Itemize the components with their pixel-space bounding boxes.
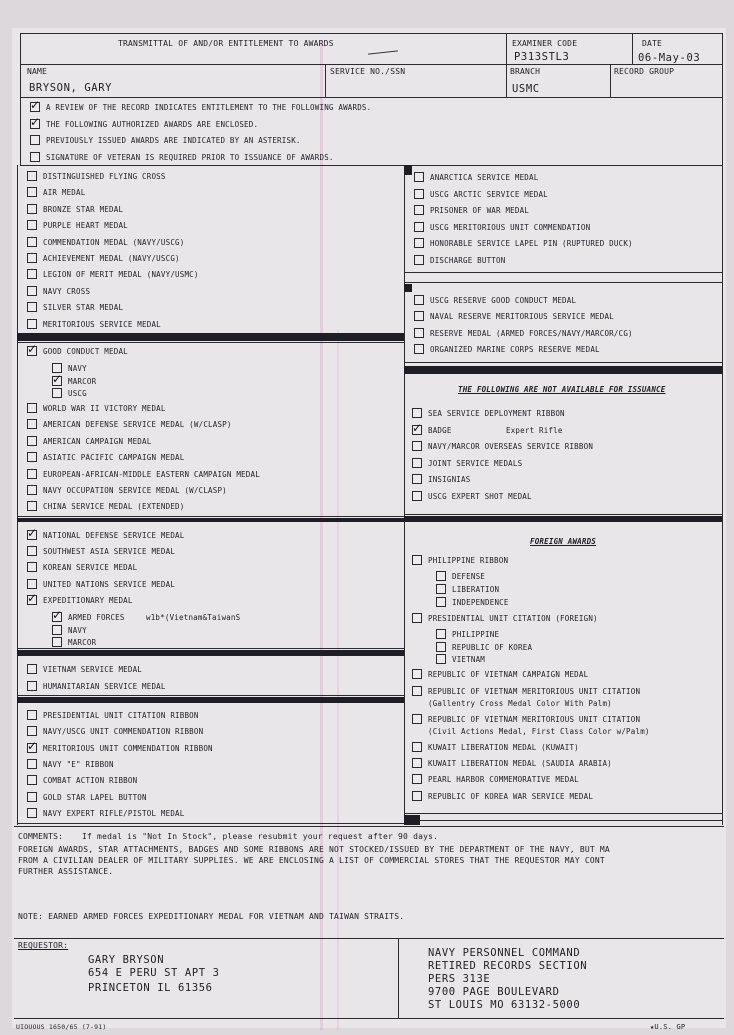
award-left-e-5-checkbox[interactable] <box>27 792 37 802</box>
comments-label: COMMENTS: <box>18 832 64 841</box>
award-right-c-4-checkbox[interactable] <box>412 474 422 484</box>
check-mark-icon: ✓ <box>30 114 41 129</box>
good-conduct-sub-1-checkbox[interactable] <box>52 371 63 386</box>
philippine-sub-1-checkbox[interactable] <box>436 584 446 594</box>
award-left-a-9-checkbox[interactable] <box>27 319 37 329</box>
award-right-d-6-label: REPUBLIC OF KOREA WAR SERVICE MEDAL <box>428 792 594 801</box>
award-left-e-3-label: NAVY "E" RIBBON <box>43 759 114 769</box>
award-left-c-3-label: UNITED NATIONS SERVICE MEDAL <box>43 579 176 589</box>
award-right-c-0-label: SEA SERVICE DEPLOYMENT RIBBON <box>428 409 565 418</box>
award-left-c-3-checkbox[interactable] <box>27 579 37 589</box>
check-mark-icon: ✓ <box>412 420 423 435</box>
good-conduct-sub-0-label: NAVY <box>68 364 87 373</box>
award-left-a-7-checkbox[interactable] <box>27 286 37 296</box>
expeditionary-sub-2-label: MARCOR <box>68 638 97 647</box>
award-left-b-3-label: ASIATIC PACIFIC CAMPAIGN MEDAL <box>43 453 185 463</box>
award-left-c-4-label: EXPEDITIONARY MEDAL <box>43 595 133 605</box>
philippine-sub-2-label: INDEPENDENCE <box>452 597 509 607</box>
record-group-label: RECORD GROUP <box>614 67 675 76</box>
award-left-a-3-label: PURPLE HEART MEDAL <box>43 221 128 231</box>
requestor-line-2: 654 E PERU ST APT 3 <box>88 967 220 979</box>
good-conduct-checkbox[interactable] <box>27 342 38 356</box>
check-mark-icon: ✓ <box>27 590 38 605</box>
comments-note: NOTE: EARNED ARMED FORCES EXPEDITIONARY MEDAL FOR VIETNAM AND TAIWAN STRAITS. <box>18 912 405 921</box>
examiner-code-value: P313STL3 <box>514 51 570 63</box>
award-right-a-5-checkbox[interactable] <box>414 255 424 265</box>
check-mark-icon: ✓ <box>30 98 41 112</box>
foreign-awards-heading: FOREIGN AWARDS <box>530 537 597 546</box>
award-left-e-6-label: NAVY EXPERT RIFLE/PISTOL MEDAL <box>43 808 185 818</box>
award-left-a-2-label: BRONZE STAR MEDAL <box>43 204 124 214</box>
expeditionary-sub-0-label: ARMED FORCES <box>68 613 125 622</box>
expeditionary-sub-0-checkbox[interactable] <box>52 608 63 622</box>
pink-fold-mark-2 <box>337 330 339 1030</box>
check-mark-icon: ✓ <box>27 738 38 753</box>
award-left-c-1-checkbox[interactable] <box>27 546 37 556</box>
award-right-d-2-checkbox[interactable] <box>412 714 422 724</box>
award-right-b-1-label: NAVAL RESERVE MERITORIOUS SERVICE MEDAL <box>430 312 614 322</box>
not-available-heading: THE FOLLOWING ARE NOT AVAILABLE FOR ISSUANCE <box>458 385 666 394</box>
comments-line-1: If medal is "Not In Stock", please resubmit your request after 90 days. <box>82 832 439 841</box>
puc-foreign-sub-0-label: PHILIPPINE <box>452 630 500 639</box>
award-left-a-7-label: NAVY CROSS <box>43 286 91 296</box>
award-left-a-4-label: COMMENDATION MEDAL (NAVY/USCG) <box>43 237 185 247</box>
award-left-d-0-label: VIETNAM SERVICE MEDAL <box>43 665 143 674</box>
comments-line-3: FROM A CIVILIAN DEALER OF MILITARY SUPPLIES. WE ARE ENCLOSING A LIST OF COMMERCIAL STORES THAT THE REQUESTOR MAY CONT <box>18 856 605 865</box>
statement-3-label: SIGNATURE OF VETERAN IS REQUIRED PRIOR TO ISSUANCE OF AWARDS. <box>46 152 334 162</box>
award-left-b-5-checkbox[interactable] <box>27 485 37 495</box>
requestor-label: REQUESTOR: <box>18 941 69 950</box>
award-right-c-3-checkbox[interactable] <box>412 458 422 468</box>
award-right-d-1-label: REPUBLIC OF VIETNAM MERITORIOUS UNIT CITATION <box>428 687 641 696</box>
statement-0-checkbox[interactable] <box>30 98 41 112</box>
office-line-5: ST LOUIS MO 63132-5000 <box>428 999 581 1011</box>
award-left-e-5-label: GOLD STAR LAPEL BUTTON <box>43 792 147 802</box>
comments-line-2: FOREIGN AWARDS, STAR ATTACHMENTS, BADGES AND SOME RIBBONS ARE NOT STOCKED/ISSUED BY THE DEPARTMENT OF THE NAVY, BUT MA <box>18 845 610 854</box>
puc-foreign-sub-1-checkbox[interactable] <box>436 642 446 652</box>
award-left-a-8-checkbox[interactable] <box>27 302 37 312</box>
office-line-2: RETIRED RECORDS SECTION <box>428 960 588 972</box>
expeditionary-sub-1-checkbox[interactable] <box>52 625 62 635</box>
award-left-a-5-checkbox[interactable] <box>27 253 37 263</box>
award-left-e-4-label: COMBAT ACTION RIBBON <box>43 776 138 786</box>
award-right-d-3-checkbox[interactable] <box>412 742 422 752</box>
award-left-e-2-label: MERITORIOUS UNIT COMMENDATION RIBBON <box>43 743 213 753</box>
good-conduct-label: GOOD CONDUCT MEDAL <box>43 347 128 356</box>
puc-foreign-sub-2-label: VIETNAM <box>452 655 486 664</box>
award-right-b-0-checkbox[interactable] <box>414 295 424 305</box>
philippine-sub-0-label: DEFENSE <box>452 572 486 581</box>
award-left-b-2-checkbox[interactable] <box>27 436 37 446</box>
award-left-a-3-checkbox[interactable] <box>27 220 37 230</box>
expeditionary-sub-0-note: w1b*(Vietnam&TaiwanS <box>146 613 241 622</box>
puc-foreign-sub-1-label: REPUBLIC OF KOREA <box>452 642 533 652</box>
service-no-label: SERVICE NO./SSN <box>330 67 406 76</box>
award-right-a-0-label: ANARCTICA SERVICE MEDAL <box>430 173 539 182</box>
statement-1-label: THE FOLLOWING AUTHORIZED AWARDS ARE ENCLOSED. <box>46 119 259 129</box>
award-left-a-6-label: LEGION OF MERIT MEDAL (NAVY/USMC) <box>43 270 199 280</box>
award-right-d-3-label: KUWAIT LIBERATION MEDAL (KUWAIT) <box>428 743 579 752</box>
philippine-sub-1-label: LIBERATION <box>452 584 500 594</box>
award-left-b-4-checkbox[interactable] <box>27 469 37 479</box>
award-right-c-2-label: NAVY/MARCOR OVERSEAS SERVICE RIBBON <box>428 442 594 451</box>
office-line-1: NAVY PERSONNEL COMMAND <box>428 947 581 959</box>
award-left-e-4-checkbox[interactable] <box>27 775 37 785</box>
award-left-e-2-checkbox[interactable] <box>27 738 38 753</box>
philippine-sub-0-checkbox[interactable] <box>436 571 446 581</box>
puc-foreign-label: PRESIDENTIAL UNIT CITATION (FOREIGN) <box>428 614 598 623</box>
award-right-a-1-checkbox[interactable] <box>414 189 424 199</box>
puc-foreign-sub-0-checkbox[interactable] <box>436 629 446 639</box>
award-left-b-5-label: NAVY OCCUPATION SERVICE MEDAL (W/CLASP) <box>43 486 227 495</box>
award-right-c-4-label: INSIGNIAS <box>428 475 471 484</box>
award-right-c-1-note: Expert Rifle <box>506 425 563 435</box>
award-left-a-1-checkbox[interactable] <box>27 187 37 197</box>
award-right-b-3-label: ORGANIZED MARINE CORPS RESERVE MEDAL <box>430 344 600 354</box>
award-right-d-5-label: PEARL HARBOR COMMEMORATIVE MEDAL <box>428 775 579 784</box>
award-left-b-2-label: AMERICAN CAMPAIGN MEDAL <box>43 436 152 446</box>
check-mark-icon: ✓ <box>52 371 63 386</box>
award-left-b-4-label: EUROPEAN-AFRICAN-MIDDLE EASTERN CAMPAIGN MEDAL <box>43 469 260 479</box>
gpo-mark: ★U.S. GP <box>650 1023 686 1031</box>
award-left-c-0-label: NATIONAL DEFENSE SERVICE MEDAL <box>43 531 185 540</box>
name-value: BRYSON, GARY <box>29 82 113 94</box>
philippine-sub-2-checkbox[interactable] <box>436 597 446 607</box>
award-right-c-1-checkbox[interactable] <box>412 420 423 435</box>
award-left-a-0-label: DISTINGUISHED FLYING CROSS <box>43 172 166 181</box>
award-left-e-1-checkbox[interactable] <box>27 726 37 736</box>
award-left-e-3-checkbox[interactable] <box>27 759 37 769</box>
award-left-a-4-checkbox[interactable] <box>27 237 37 247</box>
statement-0-label: A REVIEW OF THE RECORD INDICATES ENTITLEMENT TO THE FOLLOWING AWARDS. <box>46 103 372 112</box>
award-left-a-0-checkbox[interactable] <box>27 171 37 181</box>
name-label: NAME <box>27 67 48 76</box>
award-right-a-2-label: PRISONER OF WAR MEDAL <box>430 206 530 215</box>
good-conduct-sub-2-checkbox[interactable] <box>52 388 62 398</box>
check-mark-icon: ✓ <box>52 608 63 622</box>
award-left-c-2-label: KOREAN SERVICE MEDAL <box>43 563 138 573</box>
award-left-c-2-checkbox[interactable] <box>27 562 37 572</box>
form-number: UIOUOUS 1650/65 (7-91) <box>16 1023 107 1031</box>
award-left-a-5-label: ACHIEVEMENT MEDAL (NAVY/USCG) <box>43 254 180 263</box>
good-conduct-sub-1-label: MARCOR <box>68 376 97 386</box>
award-left-b-3-checkbox[interactable] <box>27 452 37 462</box>
award-left-a-9-label: MERITORIOUS SERVICE MEDAL <box>43 319 161 329</box>
philippine-ribbon-label: PHILIPPINE RIBBON <box>428 556 509 565</box>
award-left-d-0-checkbox[interactable] <box>27 664 37 674</box>
award-left-c-4-checkbox[interactable] <box>27 590 38 605</box>
branch-value: USMC <box>512 83 540 95</box>
check-mark-icon: ✓ <box>27 526 38 540</box>
good-conduct-sub-2-label: USCG <box>68 389 87 398</box>
award-right-d-0-label: REPUBLIC OF VIETNAM CAMPAIGN MEDAL <box>428 670 589 679</box>
branch-label: BRANCH <box>510 67 541 76</box>
award-right-a-5-label: DISCHARGE BUTTON <box>430 255 506 265</box>
date-value: 06-May-03 <box>638 52 701 64</box>
award-left-a-6-checkbox[interactable] <box>27 269 37 279</box>
award-left-e-6-checkbox[interactable] <box>27 808 37 818</box>
award-left-b-1-label: AMERICAN DEFENSE SERVICE MEDAL (W/CLASP) <box>43 420 232 430</box>
award-right-b-0-label: USCG RESERVE GOOD CONDUCT MEDAL <box>430 296 577 305</box>
pink-fold-mark <box>320 40 323 1030</box>
award-right-b-2-label: RESERVE MEDAL (ARMED FORCES/NAVY/MARCOR/CG) <box>430 328 633 338</box>
award-left-c-0-checkbox[interactable] <box>27 526 38 540</box>
award-right-d-6-checkbox[interactable] <box>412 791 422 801</box>
requestor-line-3: PRINCETON IL 61356 <box>88 982 213 994</box>
award-left-e-0-checkbox[interactable] <box>27 710 37 720</box>
statement-2-label: PREVIOUSLY ISSUED AWARDS ARE INDICATED BY AN ASTERISK. <box>46 136 301 145</box>
award-right-d-2-label-line-2: (Civil Actions Medal, First Class Color w/Palm) <box>428 727 650 736</box>
award-right-d-4-label: KUWAIT LIBERATION MEDAL (SAUDIA ARABIA) <box>428 759 612 768</box>
award-left-d-1-label: HUMANITARIAN SERVICE MEDAL <box>43 681 166 691</box>
award-right-d-4-checkbox[interactable] <box>412 758 422 768</box>
requestor-line-1: GARY BRYSON <box>88 954 165 966</box>
award-right-a-4-checkbox[interactable] <box>414 238 424 248</box>
comments-line-4: FURTHER ASSISTANCE. <box>18 867 114 876</box>
check-mark-icon: ✓ <box>27 342 38 356</box>
award-left-e-0-label: PRESIDENTIAL UNIT CITATION RIBBON <box>43 711 199 720</box>
statement-2-checkbox[interactable] <box>30 135 40 145</box>
form-title: TRANSMITTAL OF AND/OR ENTITLEMENT TO AWARDS <box>118 39 334 48</box>
award-right-a-3-label: USCG MERITORIOUS UNIT COMMENDATION <box>430 222 591 232</box>
award-right-c-1-label: BADGE <box>428 425 452 435</box>
award-left-e-1-label: NAVY/USCG UNIT COMMENDATION RIBBON <box>43 727 204 737</box>
award-right-c-2-checkbox[interactable] <box>412 441 422 451</box>
award-right-a-3-checkbox[interactable] <box>414 222 424 232</box>
philippine-ribbon-checkbox[interactable] <box>412 555 422 565</box>
award-right-d-2-label: REPUBLIC OF VIETNAM MERITORIOUS UNIT CITATION <box>428 715 641 724</box>
date-label: DATE <box>642 39 663 48</box>
award-right-d-1-label-line-2: (Gallentry Cross Medal Color With Palm) <box>428 699 612 708</box>
award-left-c-1-label: SOUTHWEST ASIA SERVICE MEDAL <box>43 547 176 557</box>
award-right-c-5-checkbox[interactable] <box>412 491 422 501</box>
award-left-a-1-label: AIR MEDAL <box>43 188 86 198</box>
award-left-d-1-checkbox[interactable] <box>27 681 37 691</box>
award-left-b-1-checkbox[interactable] <box>27 419 37 429</box>
puc-foreign-sub-2-checkbox[interactable] <box>436 654 446 664</box>
expeditionary-sub-1-label: NAVY <box>68 625 87 635</box>
puc-foreign-checkbox[interactable] <box>412 613 422 623</box>
award-right-c-5-label: USCG EXPERT SHOT MEDAL <box>428 491 532 501</box>
office-line-4: 9700 PAGE BOULEVARD <box>428 986 560 998</box>
award-left-a-2-checkbox[interactable] <box>27 204 37 214</box>
award-right-b-3-checkbox[interactable] <box>414 344 424 354</box>
award-left-a-8-label: SILVER STAR MEDAL <box>43 303 124 313</box>
office-line-3: PERS 313E <box>428 973 491 985</box>
award-right-d-5-checkbox[interactable] <box>412 774 422 784</box>
award-right-d-0-checkbox[interactable] <box>412 669 422 679</box>
award-right-a-2-checkbox[interactable] <box>414 205 424 215</box>
statement-1-checkbox[interactable] <box>30 114 41 129</box>
award-left-b-6-label: CHINA SERVICE MEDAL (EXTENDED) <box>43 502 185 512</box>
award-right-c-3-label: JOINT SERVICE MEDALS <box>428 458 523 468</box>
award-right-c-0-checkbox[interactable] <box>412 408 422 418</box>
award-left-b-0-label: WORLD WAR II VICTORY MEDAL <box>43 404 166 413</box>
award-right-a-4-label: HONORABLE SERVICE LAPEL PIN (RUPTURED DUCK) <box>430 239 633 248</box>
award-left-b-6-checkbox[interactable] <box>27 501 37 511</box>
award-left-b-0-checkbox[interactable] <box>27 403 37 413</box>
award-right-d-1-checkbox[interactable] <box>412 686 422 696</box>
award-right-b-2-checkbox[interactable] <box>414 328 424 338</box>
award-right-b-1-checkbox[interactable] <box>414 311 424 321</box>
award-right-a-0-checkbox[interactable] <box>414 172 424 182</box>
expeditionary-sub-2-checkbox[interactable] <box>52 637 62 647</box>
award-right-a-1-label: USCG ARCTIC SERVICE MEDAL <box>430 189 548 199</box>
statement-3-checkbox[interactable] <box>30 152 40 162</box>
examiner-code-label: EXAMINER CODE <box>512 39 578 48</box>
